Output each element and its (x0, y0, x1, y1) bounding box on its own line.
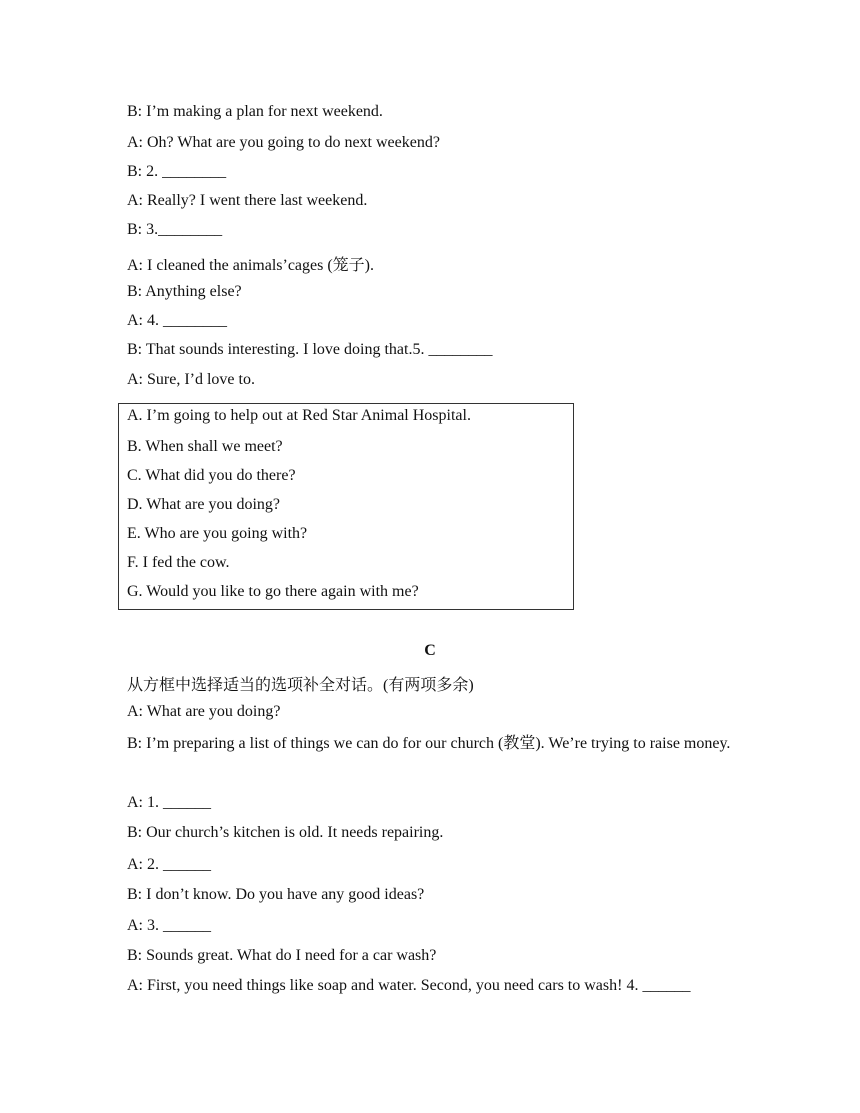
dialogue-line: A: 2. ______ (127, 856, 211, 873)
option-g: G. Would you like to go there again with me? (127, 583, 419, 600)
option-b: B. When shall we meet? (127, 438, 283, 455)
dialogue-line: A: What are you doing? (127, 703, 281, 720)
dialogue-line: B: 3.________ (127, 221, 223, 238)
option-f: F. I fed the cow. (127, 554, 230, 571)
dialogue-line: A: 1. ______ (127, 794, 211, 811)
option-d: D. What are you doing? (127, 496, 280, 513)
dialogue-line: A: Really? I went there last weekend. (127, 192, 368, 209)
dialogue-line: B: I’m making a plan for next weekend. (127, 103, 383, 120)
option-a: A. I’m going to help out at Red Star Animal Hospital. (127, 407, 471, 424)
option-e: E. Who are you going with? (127, 525, 308, 542)
dialogue-line-wrapped: B: I’m preparing a list of things we can do for our church (教堂). We’re trying to raise money. (127, 735, 731, 752)
dialogue-line: A: 4. ________ (127, 312, 227, 329)
dialogue-line: B: I don’t know. Do you have any good ideas? (127, 886, 425, 903)
dialogue-line: A: First, you need things like soap and water. Second, you need cars to wash! 4. ______ (127, 977, 691, 994)
dialogue-line: B: 2. ________ (127, 163, 227, 180)
options-box (118, 403, 574, 610)
dialogue-line: A: Oh? What are you going to do next weekend? (127, 134, 440, 151)
dialogue-line: B: Our church’s kitchen is old. It needs repairing. (127, 824, 444, 841)
section-heading: C (424, 642, 436, 659)
dialogue-line: B: Sounds great. What do I need for a car wash? (127, 947, 437, 964)
dialogue-line: A: 3. ______ (127, 917, 211, 934)
option-c: C. What did you do there? (127, 467, 296, 484)
section-instruction: 从方框中选择适当的选项补全对话。(有两项多余) (127, 677, 474, 694)
dialogue-line: A: I cleaned the animals’cages (笼子). (127, 257, 375, 274)
dialogue-line: A: Sure, I’d love to. (127, 371, 255, 388)
dialogue-line: B: Anything else? (127, 283, 242, 300)
dialogue-line: B: That sounds interesting. I love doing that.5. ________ (127, 341, 493, 358)
